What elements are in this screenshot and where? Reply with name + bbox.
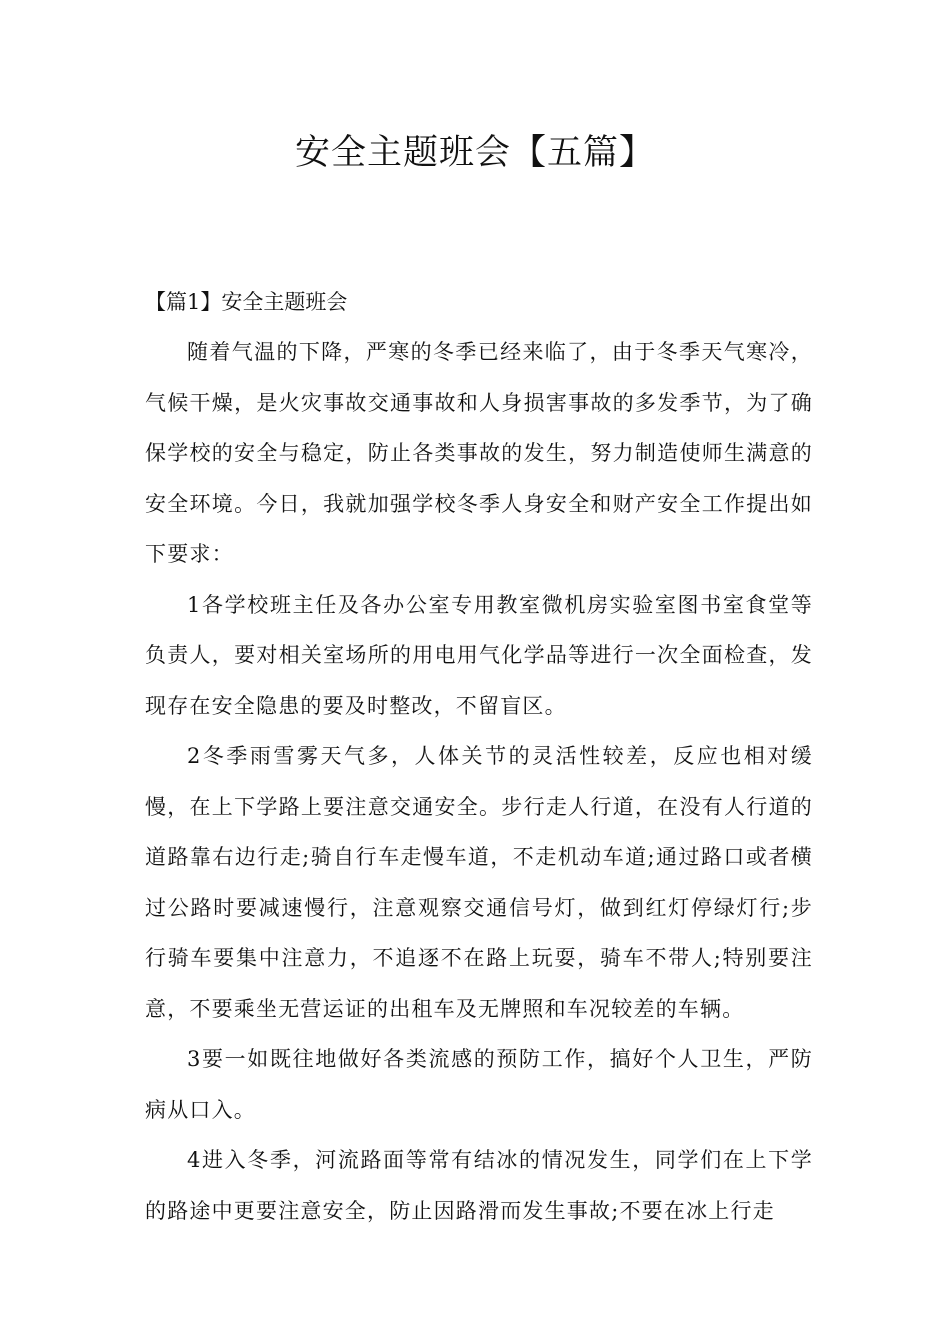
section-heading: 【篇1】安全主题班会 xyxy=(145,290,348,314)
paragraph-intro: 随着气温的下降，严寒的冬季已经来临了，由于冬季天气寒冷，气候干燥，是火灾事故交通事故和人身损害事故的多发季节，为了确保学校的安全与稳定，防止各类事故的发生，努力制造使师生满意的安全环境。今日，我就加强学校冬季人身安全和财产安全工作提出如下要求： xyxy=(145,340,813,566)
paragraph-item-1: 1各学校班主任及各办公室专用教室微机房实验室图书室食堂等负责人，要对相关室场所的用电用气化学品等进行一次全面检查，发现存在安全隐患的要及时整改，不留盲区。 xyxy=(145,592,813,718)
paragraph-item-2: 2冬季雨雪雾天气多，人体关节的灵活性较差，反应也相对缓慢，在上下学路上要注意交通安全。步行走人行道，在没有人行道的道路靠右边行走;骑自行车走慢车道，不走机动车道;通过路口或者横过公路时要减速慢行，注意观察交通信号灯，做到红灯停绿灯行;步行骑车要集中注意力，不追逐不在路上玩耍，骑车不带人;特别要注意，不要乘坐无营运证的出租车及无牌照和车况较差的车辆。 xyxy=(145,744,813,1021)
document-title: 安全主题班会【五篇】 xyxy=(294,133,655,173)
paragraph-item-4: 4进入冬季，河流路面等常有结冰的情况发生，同学们在上下学的路途中更要注意安全，防止因路滑而发生事故;不要在冰上行走 xyxy=(145,1148,813,1223)
document-body xyxy=(145,327,813,1236)
paragraph-item-3: 3要一如既往地做好各类流感的预防工作，搞好个人卫生，严防病从口入。 xyxy=(145,1047,813,1122)
